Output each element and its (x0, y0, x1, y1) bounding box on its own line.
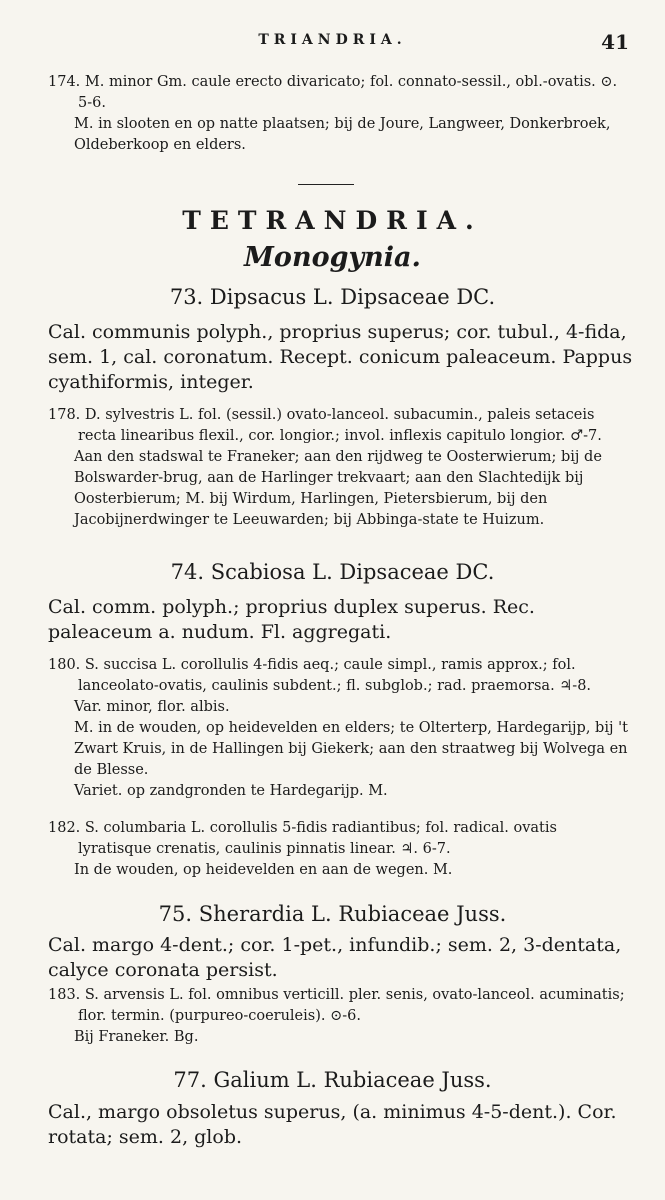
species-entry: 183. S. arvensis L. fol. omnibus verticill. pler. senis, ovato-lanceol. acuminatis; flor. termin. (purpureo-coeruleis). ⊙-6. (48, 987, 625, 1024)
genus-heading-73: 73. Dipsacus L. Dipsaceae DC. (169, 285, 496, 309)
species-locality: M. in de wouden, op heidevelden en elders; te Olterterp, Hardegarijp, bij 't Zwart Kruis, in de Hallingen bij Giekerk; aan den straatweg bij Wolvega en de Blesse. (74, 720, 628, 778)
species-variety-locality: Variet. op zandgronden te Hardegarijp. M. (74, 783, 388, 799)
species-locality: In de wouden, op heidevelden en aan de wegen. M. (74, 862, 453, 878)
genus-description-77: Cal., margo obsoletus superus, (a. minimus 4-5-dent.). Cor. rotata; sem. 2, glob. (48, 1101, 617, 1148)
genus-heading-74: 74. Scabiosa L. Dipsaceae DC. (170, 560, 495, 584)
class-title: TETRANDRIA. (182, 206, 483, 235)
order-title: Monogynia. (244, 242, 421, 273)
page-number: 41 (601, 30, 629, 54)
genus-heading-77: 77. Galium L. Rubiaceae Juss. (173, 1068, 492, 1092)
species-182 (48, 818, 634, 881)
species-variety: Var. minor, flor. albis. (74, 699, 230, 715)
species-entry: 174. M. minor Gm. caule erecto divaricato; fol. connato-sessil., obl.-ovatis. ⊙. 5-6. (48, 74, 618, 111)
running-title: TRIANDRIA. (258, 32, 407, 48)
species-entry: 178. D. sylvestris L. fol. (sessil.) ovato-lanceol. subacumin., paleis setaceis recta linearibus flexil., cor. longior.; invol. inflexis capitulo longior. ♂-7. (48, 407, 602, 444)
species-locality: Aan den stadswal te Franeker; aan den rijdweg te Oosterwierum; bij de Bolswarder-brug, aan de Harlinger trekvaart; aan den Slachtedijk bij Oosterbierum; M. bij Wirdum, Harlingen, Pietersbierum, bij den Jacobijnerdwinger te Leeuwarden; bij Abbinga-state te Huizum. (74, 449, 602, 528)
section-divider (298, 184, 354, 185)
genus-description-75: Cal. margo 4-dent.; cor. 1-pet., infundib.; sem. 2, 3-dentata, calyce coronata persist. (48, 934, 622, 981)
running-header (0, 30, 665, 54)
genus-heading-75: 75. Sherardia L. Rubiaceae Juss. (158, 902, 507, 926)
species-178 (48, 405, 634, 531)
species-locality: M. in slooten en op natte plaatsen; bij de Joure, Langweer, Donkerbroek, Oldeberkoop en elders. (74, 116, 611, 153)
genus-description-74: Cal. comm. polyph.; proprius duplex superus. Rec. paleaceum a. nudum. Fl. aggregati. (48, 596, 535, 643)
species-locality: Bij Franeker. Bg. (74, 1029, 199, 1045)
species-174 (48, 72, 634, 156)
species-180 (48, 655, 634, 802)
species-entry: 182. S. columbaria L. corollulis 5-fidis radiantibus; fol. radical. ovatis lyratisque crenatis, caulinis pinnatis linear. ♃. 6-7. (48, 820, 557, 857)
species-entry: 180. S. succisa L. corollulis 4-fidis aeq.; caule simpl., ramis approx.; fol. lanceolato-ovatis, caulinis subdent.; fl. subglob.; rad. praemorsa. ♃-8. (48, 657, 592, 694)
genus-description-73: Cal. communis polyph., proprius superus; cor. tubul., 4-fida, sem. 1, cal. coronatum. Recept. conicum paleaceum. Pappus cyathiformis, integer. (48, 321, 633, 393)
species-183 (48, 985, 634, 1048)
